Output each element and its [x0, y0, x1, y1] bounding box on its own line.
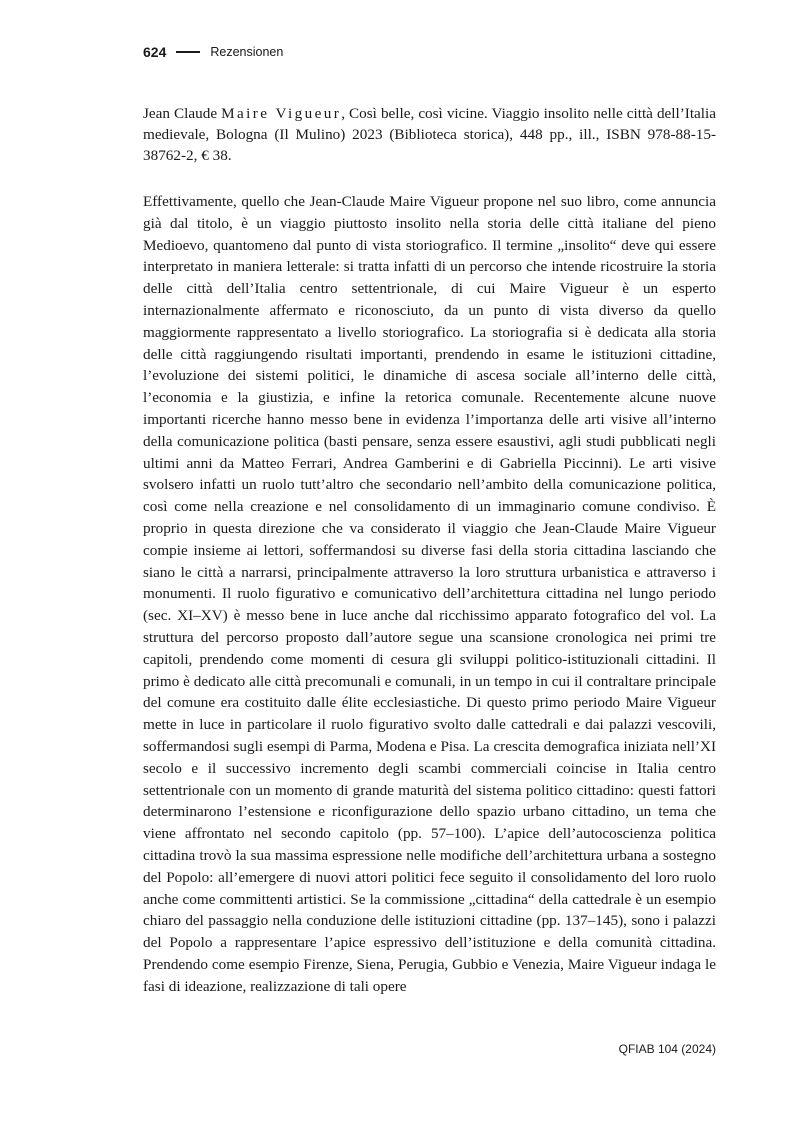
page-number: 624: [143, 44, 167, 60]
journal-reference: QFIAB 104 (2024): [618, 1042, 716, 1056]
header-rule: [176, 51, 200, 53]
book-citation: [143, 103, 716, 166]
review-paragraph: Effettivamente, quello che Jean-Claude Maire Vigueur propone nel suo libro, come annuncia già dal titolo, è un viaggio piuttosto insolito nella storia delle città italiane del pieno Medioevo, quantomeno dal punto di vista storiografico. Il termine „insolito“ deve qui essere interpretato in maniera letterale: si tratta infatti di un percorso che intende ricostruire la storia delle città dell’Italia centro settentrionale, di cui Maire Vigueur è un esperto internazionalmente affermato e riconosciuto, da un punto di vista diverso da quello maggiormente rappresentato a livello storiografico. La storiografia si è dedicata alla storia delle città raggiungendo risultati importanti, prendendo in esame le istituzioni cittadine, l’evoluzione dei sistemi politici, le dinamiche di ascesa sociale all’interno delle città, l’economia e la giustizia, e infine la retorica comunale. Recentemente alcune nuove importanti ricerche hanno messo bene in evidenza l’importanza delle arti visive all’interno della comunicazione politica (basti pensare, senza essere esaustivi, agli studi pubblicati negli ultimi anni da Matteo Ferrari, Andrea Gamberini e di Gabriella Piccinni). Le arti visive svolsero infatti un ruolo tutt’altro che secondario nell’ambito della comunicazione politica, così come nella creazione e nel consolidamento di un immaginario comune condiviso. È proprio in questa direzione che va considerato il viaggio che Jean-Claude Maire Vigueur compie insieme ai lettori, soffermandosi su diverse fasi della storia cittadina lasciando che siano le città a narrarsi, principalmente attraverso la loro struttura urbanistica e attraverso i monumenti. Il ruolo figurativo e comunicativo dell’architettura cittadina nel lungo periodo (sec. XI–XV) è messo bene in luce anche dal ricchissimo apparato fotografico del vol. La struttura del percorso proposto dall’autore segue una scansione cronologica nei primi tre capitoli, prendendo come momenti di cesura gli sviluppi politico-istituzionali cittadini. Il primo è dedicato alle città precomunali e comunali, in un tempo in cui il contraltare principale del comune era costituito dalle élite ecclesiastiche. Di questo primo periodo Maire Vigueur mette in luce in particolare il ruolo figurativo svolto dalle cattedrali e dai palazzi vescovili, soffermandosi sugli esempi di Parma, Modena e Pisa. La crescita demografica iniziata nell’XI secolo e il successivo incremento degli scambi commerciali coincise in Italia centro settentrionale con un momento di grande maturità del sistema politico cittadino: questi fattori determinarono l’estensione e riconfigurazione dello spazio urbano cittadino, un tema che viene affrontato nel secondo capitolo (pp. 57–100). L’apice dell’autocoscienza politica cittadina trovò la sua massima espressione nelle modifiche dell’architettura urbana a sostegno del Popolo: all’emergere di nuovi attori politici fece seguito il consolidamento del loro ruolo anche come committenti artistici. Se la commissione „cittadina“ della cattedrale è un esempio chiaro del passaggio nella conduzione delle istituzioni cittadine (pp. 137–145), sono i palazzi del Popolo a rappresentare l’apice espressivo dell’istituzione e della comunità cittadina. Prendendo come esempio Firenze, Siena, Perugia, Gubbio e Venezia, Maire Vigueur indaga le fasi di ideazione, realizzazione di tali opere: [143, 193, 716, 995]
running-head: [143, 44, 283, 60]
citation-details: , Così belle, così vicine. Viaggio insolito nelle città dell’Italia medievale, Bologna (Il Mulino) 2023 (Biblioteca storica), 448 pp., ill., ISBN 978-88-15-38762-2, € 38.: [143, 105, 716, 164]
citation-author-last: Maire Vigueur: [221, 105, 342, 122]
review-body: [143, 191, 716, 997]
citation-author-first: Jean Claude: [143, 105, 222, 122]
section-label: Rezensionen: [210, 45, 284, 59]
